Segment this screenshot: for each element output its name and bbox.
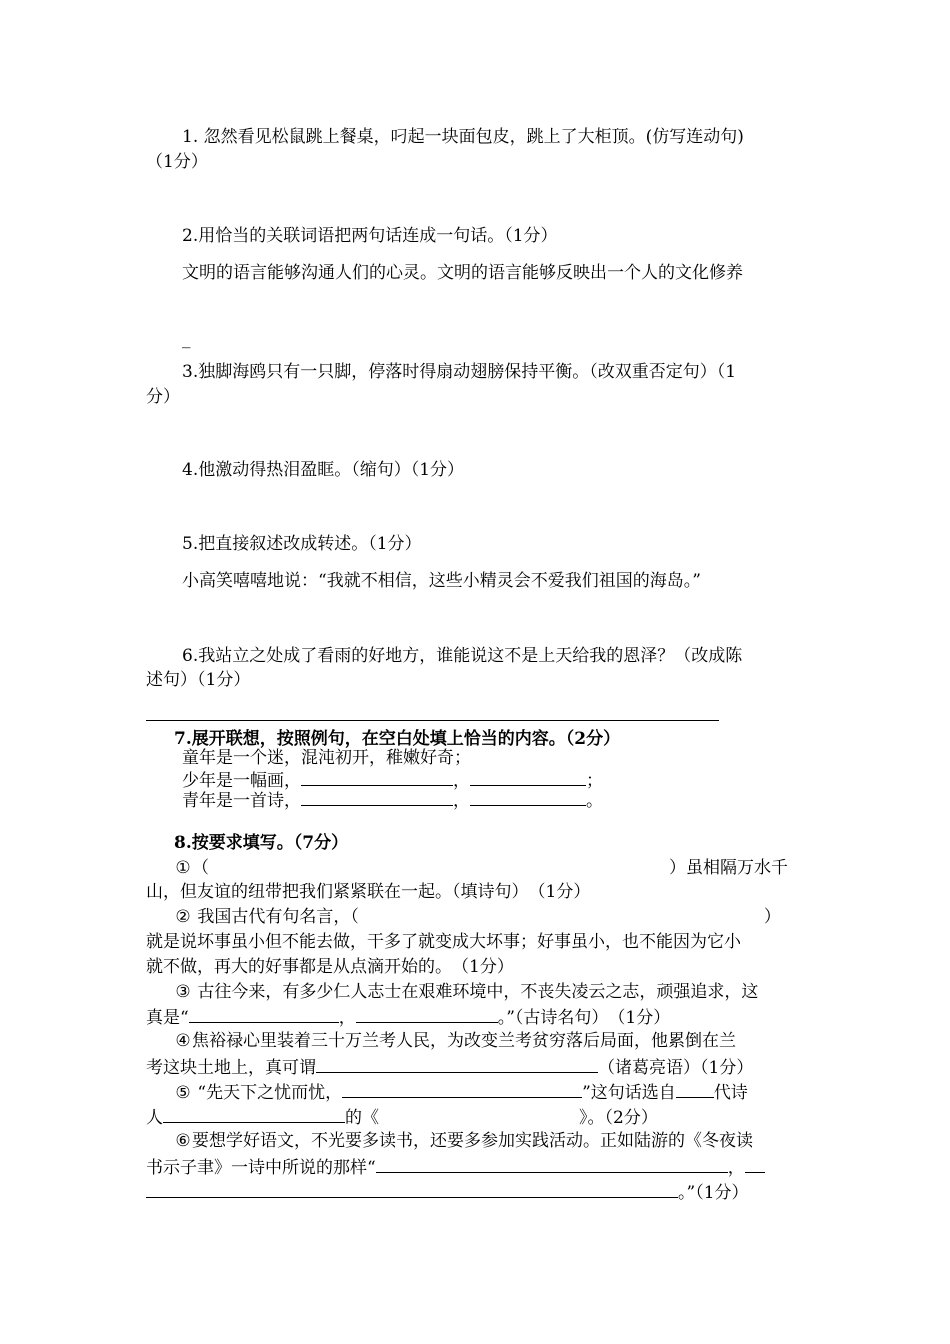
q8-item6-line1: [174, 1130, 753, 1152]
q7-line3-end: 。: [586, 791, 603, 811]
circled-1: ①: [175, 858, 191, 878]
q8-item6-tail: 。”（1分）: [678, 1183, 749, 1203]
q8-item5-line1: [174, 1080, 748, 1104]
q8-item4-blank[interactable]: [316, 1055, 598, 1073]
q8-item2-line1: [174, 906, 781, 928]
q8-item3-sep: ，: [338, 1008, 356, 1028]
q8-item5-tail: 》。（2分）: [579, 1108, 658, 1128]
q7-blank-2[interactable]: [470, 768, 586, 786]
q7-line3-sep: ，: [453, 791, 470, 811]
q8-item6-text: 要想学好语文，不光要多读书，还要多参加实践活动。正如陆游的《冬夜读: [192, 1131, 753, 1151]
q8-item6-blank-3[interactable]: [146, 1180, 678, 1198]
q8-item6-line3: [146, 1180, 749, 1204]
q6-line2: 述句）（1分）: [146, 670, 251, 690]
q8-item2-close: ）: [763, 907, 781, 927]
q8-item5-blank-2[interactable]: [676, 1080, 714, 1098]
q8-item4-line1: [174, 1030, 736, 1052]
q8-item1-tail: ）虽相隔万水千: [669, 858, 788, 878]
q8-item5-ren: 人: [146, 1108, 163, 1128]
q6-line1: 6.我站立之处成了看雨的好地方，谁能说这不是上天给我的恩泽？（改成陈: [182, 646, 743, 666]
q7-line2-sep: ，: [453, 771, 470, 791]
q8-item6-blank-2[interactable]: [745, 1155, 765, 1173]
circled-4: ④: [175, 1031, 191, 1051]
q7-line2-head: 少年是一幅画，: [182, 771, 301, 791]
q2-prompt: 2.用恰当的关联词语把两句话连成一句话。（1分）: [182, 226, 558, 246]
q8-item5-end: 代诗: [713, 1083, 748, 1103]
q1-line1: 1. 忽然看见松鼠跳上餐桌，叼起一块面包皮，跳上了大柜顶。(仿写连动句): [182, 127, 744, 147]
circled-6: ⑥: [175, 1131, 191, 1151]
q4-prompt: 4.他激动得热泪盈眶。（缩句）（1分）: [182, 460, 465, 480]
q8-title: 8.按要求填写。（7分）: [174, 833, 349, 853]
q8-item6-head: 书示子聿》一诗中所说的那样“: [146, 1158, 376, 1178]
q8-item6-blank-1[interactable]: [376, 1155, 728, 1173]
q7-blank-3[interactable]: [301, 788, 453, 806]
q8-item2-line2: 就是说坏事虽小但不能去做，干多了就变成大坏事；好事虽小，也不能因为它小: [146, 932, 741, 952]
answer-rule: [146, 720, 719, 721]
q7-line2-end: ；: [586, 771, 603, 791]
q8-item4-tail: （诸葛亮语）（1分）: [598, 1058, 754, 1078]
q8-item4-text: 焦裕禄心里装着三十万兰考人民，为改变兰考贫穷落后局面，他累倒在兰: [192, 1031, 736, 1051]
q8-item3-blank-1[interactable]: [189, 1005, 339, 1023]
q8-item5-mid: ”这句话选自: [582, 1083, 676, 1103]
q2-text: 文明的语言能够沟通人们的心灵。文明的语言能够反映出一个人的文化修养: [182, 263, 743, 283]
q8-item1-open: （: [192, 858, 209, 878]
q7-blank-1[interactable]: [301, 768, 453, 786]
q5-prompt: 5.把直接叙述改成转述。（1分）: [182, 534, 422, 554]
q8-item5-blank-3[interactable]: [163, 1105, 345, 1123]
q8-item2-line3: 就不做，再大的好事都是从点滴开始的。 （1分）: [146, 957, 514, 977]
q3-line2: 分）: [146, 387, 180, 407]
q8-item5-blank-1[interactable]: [342, 1080, 582, 1098]
circled-3: ③: [175, 982, 191, 1002]
q2-tail: _: [182, 329, 191, 349]
q1-line2: （1分）: [146, 152, 208, 172]
circled-2: ②: [175, 907, 191, 927]
q8-item1-line1: [174, 857, 788, 879]
q8-item1-line2: 山，但友谊的纽带把我们紧紧联在一起。（填诗句） （1分）: [146, 882, 591, 902]
q7-blank-4[interactable]: [470, 788, 586, 806]
q7-line3-head: 青年是一首诗，: [182, 791, 301, 811]
q8-item5-line2: [146, 1105, 658, 1129]
q8-item4-head: 考这块土地上，真可谓: [146, 1058, 316, 1078]
q8-item3-head: 真是“: [146, 1008, 189, 1028]
q8-item4-line2: [146, 1055, 753, 1079]
q8-item2-head: 我国古代有句名言，（: [192, 907, 359, 927]
q8-item3-line1: [174, 981, 758, 1003]
q8-item3-line2: [146, 1005, 670, 1029]
q8-item5-head: “先天下之忧而忧，: [192, 1083, 343, 1103]
q8-item3-tail: 。”（古诗名句） （1分）: [497, 1008, 671, 1028]
q8-item6-line2: [146, 1155, 765, 1179]
q7-example: 童年是一个迷，混沌初开，稚嫩好奇；: [182, 748, 471, 768]
q7-title: 7.展开联想，按照例句，在空白处填上恰当的内容。（2分）: [174, 729, 621, 749]
q7-line3: [182, 788, 603, 812]
circled-5: ⑤: [175, 1083, 191, 1103]
q5-text: 小高笑嘻嘻地说：“我就不相信，这些小精灵会不爱我们祖国的海岛。”: [182, 571, 701, 591]
q3-line1: 3.独脚海鸥只有一只脚，停落时得扇动翅膀保持平衡。（改双重否定句）（1: [182, 362, 737, 382]
q8-item6-sep: ，: [727, 1158, 745, 1178]
q8-item5-de: 的《: [345, 1108, 379, 1128]
q8-item3-text: 古往今来，有多少仁人志士在艰难环境中，不丧失凌云之志，顽强追求，这: [192, 982, 759, 1002]
q8-item3-blank-2[interactable]: [356, 1005, 498, 1023]
